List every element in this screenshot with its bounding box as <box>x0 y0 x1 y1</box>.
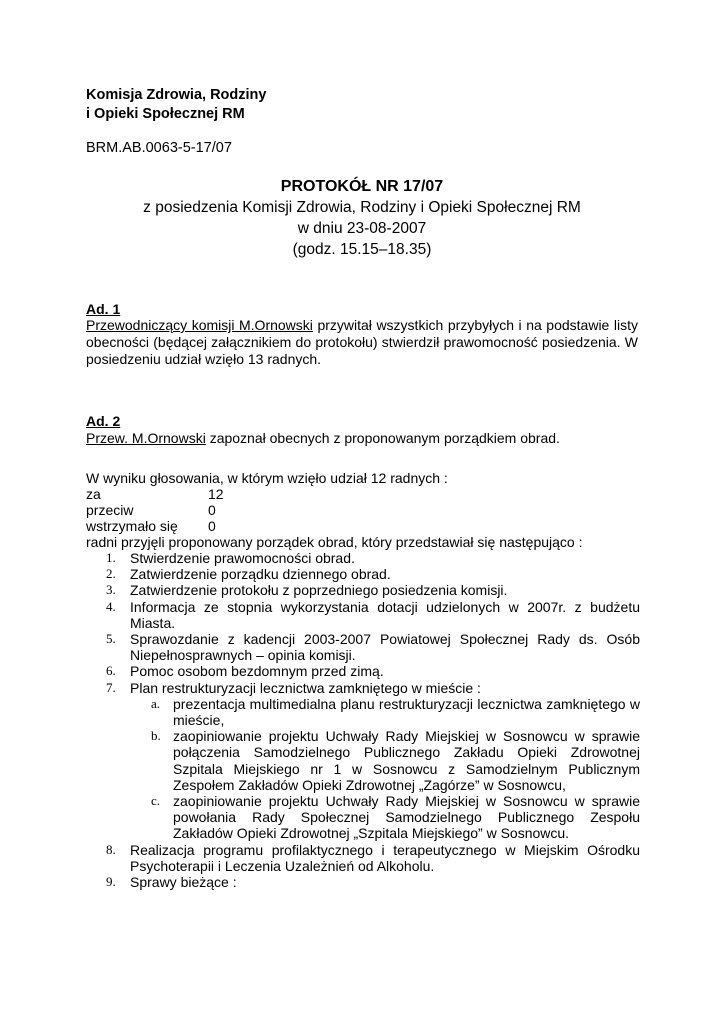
ad1-chair: Przewodniczący komisji M.Ornowski <box>86 317 313 333</box>
agenda-item <box>106 550 640 566</box>
vote-row-for <box>86 486 224 503</box>
ad2-paragraph <box>86 430 638 447</box>
agenda-subitem <box>151 696 640 728</box>
agenda-text: Zatwierdzenie protokołu z poprzedniego posiedzenia komisji. <box>130 582 508 599</box>
agenda-item <box>106 631 640 663</box>
reference-number: BRM.AB.0063-5-17/07 <box>86 140 232 156</box>
ad2-label: Ad. 2 <box>86 413 121 429</box>
agenda-item <box>106 680 640 696</box>
organization-name <box>86 86 266 124</box>
agenda-item <box>106 663 640 679</box>
vote-label: przeciw <box>86 502 134 518</box>
agenda-text: Zatwierdzenie porządku dziennego obrad. <box>130 566 391 583</box>
agenda-text: Pomoc osobom bezdomnym przed zimą. <box>130 663 384 680</box>
agenda-letter: b. <box>151 728 161 744</box>
vote-value: 0 <box>208 518 216 534</box>
vote-value: 12 <box>208 486 224 502</box>
vote-label: wstrzymało się <box>86 518 178 534</box>
vote-row-abstain <box>86 518 216 535</box>
agenda-text: Informacja ze stopnia wykorzystania dotacji udzielonych w 2007r. z budżetu Miasta. <box>130 598 640 631</box>
vote-row-against <box>86 502 216 519</box>
title-date: w dniu 23-08-2007 <box>297 220 427 237</box>
agenda-number: 9. <box>106 874 116 890</box>
agenda-letter: a. <box>151 695 161 711</box>
title-hours: (godz. 15.15–18.35) <box>292 241 432 258</box>
agenda-text: Sprawy bieżące : <box>130 874 237 891</box>
ad1-label: Ad. 1 <box>86 301 121 317</box>
agenda-subitem <box>151 793 640 842</box>
agenda-letter: c. <box>151 793 161 809</box>
agenda-number: 4. <box>106 598 116 614</box>
ad2-chair: Przew. M.Ornowski <box>86 430 206 446</box>
org-line-2: i Opieki Społecznej RM <box>86 106 245 122</box>
agenda-item <box>106 582 640 598</box>
agenda-number: 8. <box>106 841 116 857</box>
ad2-text: zapoznał obecnych z proponowanym porządkiem obrad. <box>205 430 560 446</box>
agenda-subtext: prezentacja multimedialna planu restrukturyzacji lecznictwa zamkniętego w mieście, <box>173 695 640 729</box>
agenda-list <box>106 550 640 890</box>
agenda-number: 2. <box>106 566 116 582</box>
title-block <box>0 176 724 260</box>
vote-intro: W wyniku głosowania, w którym wzięło udział 12 radnych : <box>86 470 448 486</box>
agenda-item <box>106 874 640 890</box>
agenda-subitem <box>151 728 640 793</box>
agenda-item <box>106 842 640 874</box>
ad1-paragraph <box>86 317 638 368</box>
vote-label: za <box>86 486 101 502</box>
agenda-number: 3. <box>106 582 116 598</box>
agenda-number: 6. <box>106 663 116 679</box>
agenda-subtext: zaopiniowanie projektu Uchwały Rady Miejskiej w Sosnowcu w sprawie powołania Rady Społecznej Samodzielnego Publicznego Zespołu Zakładów Opieki Zdrowotnej „Szpitala Miejskiego” w Sosnowcu. <box>173 793 640 842</box>
title-line-2: z posiedzenia Komisji Zdrowia, Rodziny i Opieki Społecznej RM <box>143 199 581 216</box>
agenda-text: Realizacja programu profilaktycznego i terapeutycznego w Miejskim Ośrodku Psychoterapii i Leczenia Uzależnień od Alkoholu. <box>130 841 640 874</box>
protocol-title: PROTOKÓŁ NR 17/07 <box>280 178 444 195</box>
agenda-subtext: zaopiniowanie projektu Uchwały Rady Miejskiej w Sosnowcu w sprawie połączenia Samodzielnego Publicznego Zakładu Opieki Zdrowotnej Szpitala Miejskiego nr 1 w Sosnowcu z Samodzielnym Publicznym Zespołem Zakładów Opieki Zdrowotnej „Zagórze” w Sosnowcu, <box>173 728 640 793</box>
org-line-1: Komisja Zdrowia, Rodziny <box>86 87 267 103</box>
agenda-item <box>106 599 640 631</box>
agenda-number: 5. <box>106 631 116 647</box>
ad1-text: przywitał wszystkich przybyłych i na podstawie listy obecności (będącej załącznikiem do protokołu) stwierdził prawomocność posiedzenia. W posiedzeniu udział wzięło 13 radnych. <box>86 317 638 367</box>
agenda-text: Plan restrukturyzacji lecznictwa zamkniętego w mieście : <box>130 679 481 696</box>
vote-value: 0 <box>208 502 216 518</box>
agenda-number: 7. <box>106 679 116 695</box>
agenda-text: Stwierdzenie prawomocności obrad. <box>130 550 355 566</box>
agenda-number: 1. <box>106 550 116 565</box>
vote-outro: radni przyjęli proponowany porządek obrad, który przedstawiał się następująco : <box>86 534 583 550</box>
agenda-item <box>106 566 640 582</box>
agenda-text: Sprawozdanie z kadencji 2003-2007 Powiatowej Społecznej Rady ds. Osób Niepełnosprawnych – opinia komisji. <box>130 631 640 664</box>
